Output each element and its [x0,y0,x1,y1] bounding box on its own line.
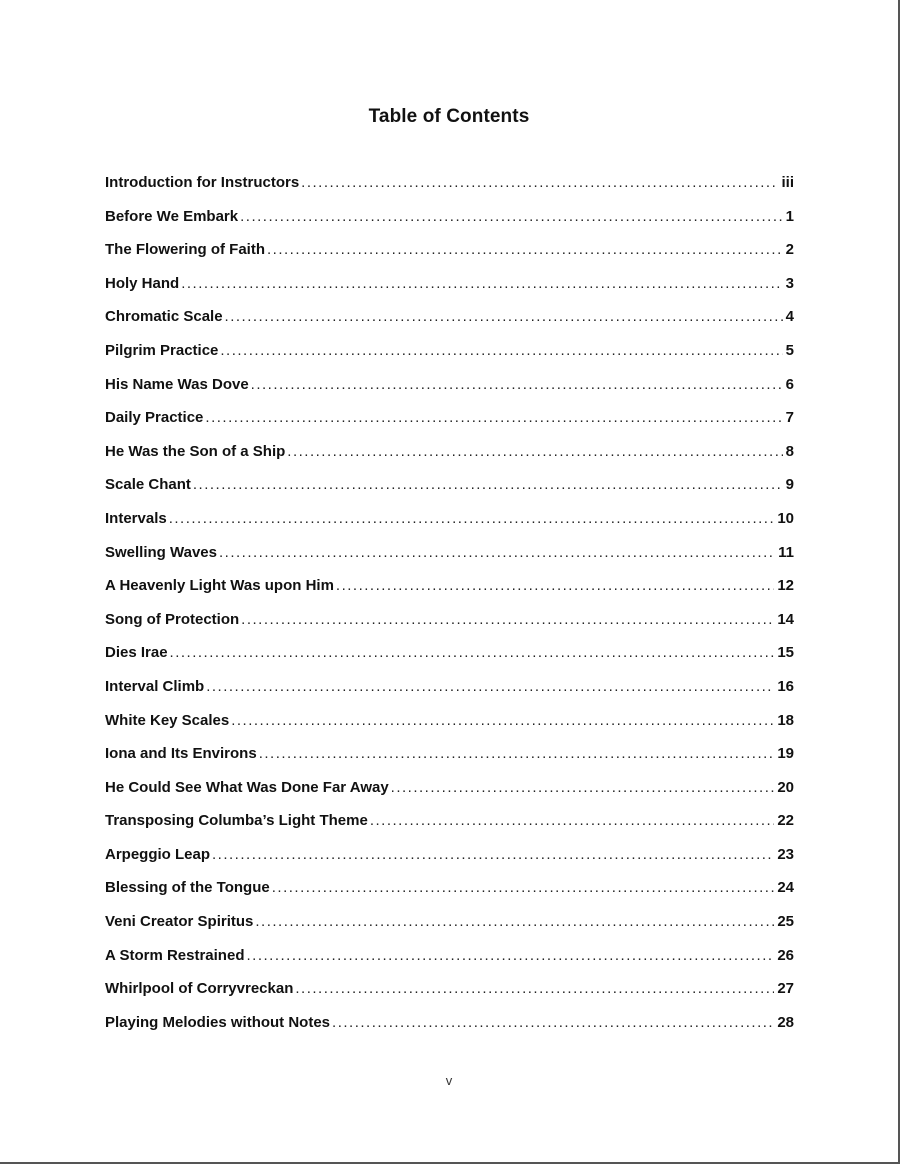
toc-entry-page: 8 [785,442,794,460]
toc-entry-title: Daily Practice [105,409,204,427]
toc-entry-title: He Could See What Was Done Far Away [105,778,389,796]
toc-entry-page: 11 [778,543,794,561]
toc-entry[interactable] [105,603,794,637]
toc-entry-title: His Name Was Dove [105,375,249,393]
toc-dot-leader [251,368,783,402]
toc-entry[interactable] [105,502,794,536]
toc-dot-leader [295,972,774,1006]
toc-dot-leader [255,905,774,939]
toc-entry-title: A Storm Restrained [105,946,245,964]
toc-entry[interactable] [105,704,794,738]
toc-entry-title: Blessing of the Tongue [105,879,270,897]
toc-entry-page: 24 [777,879,794,897]
toc-entry-page: 5 [785,341,794,359]
toc-dot-leader [391,771,775,805]
toc-entry[interactable] [105,670,794,704]
toc-dot-leader [212,838,774,872]
toc-entry-page: 12 [777,577,794,595]
toc-dot-leader [225,300,783,334]
toc-entry-page: 19 [777,745,794,763]
toc-entry[interactable] [105,435,794,469]
toc-entry[interactable] [105,737,794,771]
toc-dot-leader [193,468,783,502]
toc-entry-page: 7 [785,409,794,427]
toc-entry[interactable] [105,536,794,570]
toc-dot-leader [219,536,775,570]
toc-entry[interactable] [105,368,794,402]
toc-entry-title: The Flowering of Faith [105,241,265,259]
toc-entry-page: 23 [777,845,794,863]
toc-entry-page: 18 [777,711,794,729]
toc-entry-page: 2 [785,241,794,259]
toc-entry-page: 14 [777,610,794,628]
toc-dot-leader [370,804,775,838]
toc-entry-title: Holy Hand [105,274,180,292]
toc-entry-title: He Was the Son of a Ship [105,442,286,460]
toc-dot-leader [272,871,775,905]
toc-entry[interactable] [105,804,794,838]
toc-dot-leader [246,939,774,973]
toc-entry[interactable] [105,200,794,234]
toc-entry[interactable] [105,838,794,872]
toc-entry-title: Swelling Waves [105,543,217,561]
toc-entry[interactable] [105,972,794,1006]
toc-entry-title: Interval Climb [105,677,205,695]
toc-entry-title: Playing Melodies without Notes [105,1013,331,1031]
toc-entry-page: 16 [777,677,794,695]
toc-dot-leader [241,603,774,637]
toc-entry[interactable] [105,636,794,670]
toc-entry-title: Song of Protection [105,610,240,628]
toc-entry-page: 10 [777,509,794,527]
toc-heading: Table of Contents [368,106,530,127]
toc-dot-leader [332,1006,774,1040]
toc-entry-title: White Key Scales [105,711,230,729]
toc-dot-leader [240,200,783,234]
toc-dot-leader [267,233,783,267]
toc-entry[interactable] [105,905,794,939]
toc-entry-page: 1 [785,207,794,225]
toc-dot-leader [220,334,782,368]
toc-entry-page: iii [781,174,794,191]
toc-entry-page: 26 [777,946,794,964]
toc-entry-title: Chromatic Scale [105,308,223,326]
page-number: v [445,1073,453,1088]
toc-entry-title: Whirlpool of Corryvreckan [105,980,294,998]
toc-entry[interactable] [105,267,794,301]
toc-entry[interactable] [105,334,794,368]
toc-dot-leader [169,502,775,536]
toc-dot-leader [205,401,782,435]
toc-entry-title: Intervals [105,509,167,527]
toc-entry-title: Dies Irae [105,644,168,662]
toc-list [105,166,794,1039]
toc-entry-title: Transposing Columba’s Light Theme [105,812,368,830]
toc-entry-page: 4 [785,308,794,326]
toc-entry-page: 28 [777,1013,794,1031]
toc-dot-leader [231,704,774,738]
toc-entry-title: Pilgrim Practice [105,341,219,359]
toc-entry-title: Iona and Its Environs [105,745,257,763]
toc-entry-page: 27 [777,980,794,998]
toc-entry-title: Before We Embark [105,207,239,225]
toc-entry-page: 6 [785,375,794,393]
toc-entry-page: 3 [785,274,794,292]
toc-entry-title: Introduction for Instructors [105,174,300,191]
toc-dot-leader [301,166,778,200]
toc-entry-title: A Heavenly Light Was upon Him [105,577,334,595]
toc-entry[interactable] [105,1006,794,1040]
toc-entry[interactable] [105,771,794,805]
toc-dot-leader [181,267,782,301]
toc-entry-title: Arpeggio Leap [105,845,211,863]
toc-entry[interactable] [105,939,794,973]
toc-dot-leader [170,636,775,670]
toc-entry[interactable] [105,401,794,435]
toc-entry-page: 22 [777,812,794,830]
toc-entry[interactable] [105,300,794,334]
toc-entry-page: 9 [785,476,794,494]
toc-entry[interactable] [105,468,794,502]
toc-entry-page: 20 [777,778,794,796]
toc-entry-page: 15 [777,644,794,662]
toc-dot-leader [287,435,782,469]
toc-dot-leader [206,670,774,704]
toc-dot-leader [259,737,775,771]
toc-entry[interactable] [105,166,794,200]
toc-entry-title: Scale Chant [105,476,191,494]
toc-entry[interactable] [105,233,794,267]
toc-entry-title: Veni Creator Spiritus [105,913,254,931]
toc-entry-page: 25 [777,913,794,931]
toc-entry[interactable] [105,569,794,603]
toc-dot-leader [336,569,774,603]
toc-entry[interactable] [105,871,794,905]
